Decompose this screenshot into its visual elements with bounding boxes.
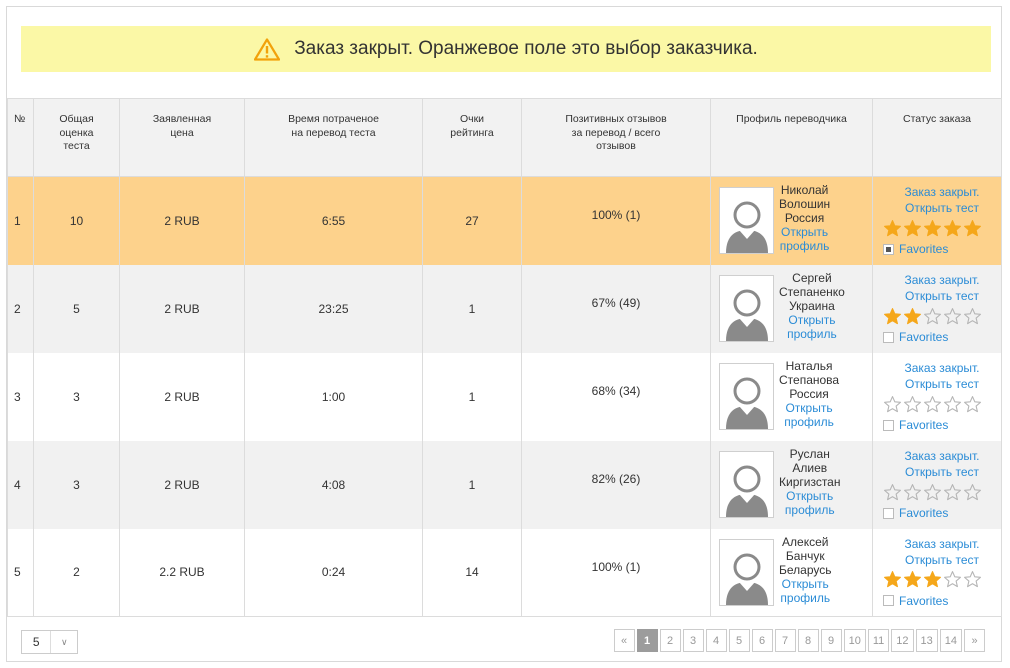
star-empty-icon[interactable] xyxy=(963,570,982,589)
cell-points: 1 xyxy=(423,441,522,529)
favorites-checkbox[interactable] xyxy=(883,332,894,343)
translator-name: Руслан xyxy=(789,447,830,461)
favorites-toggle[interactable] xyxy=(883,417,1001,433)
cell-profile xyxy=(711,529,873,617)
table-row xyxy=(8,529,1002,617)
translator-name: Сергей xyxy=(792,271,832,285)
open-profile-link[interactable]: Открыть профиль xyxy=(780,576,831,605)
star-filled-icon[interactable] xyxy=(963,219,982,238)
star-empty-icon[interactable] xyxy=(923,483,942,502)
cell-status xyxy=(873,441,1002,529)
table-row xyxy=(8,353,1002,441)
rating-stars[interactable] xyxy=(883,393,1001,415)
order-status-link[interactable]: Заказ закрыт. xyxy=(904,361,980,375)
cell-score: 10 xyxy=(34,177,120,265)
star-empty-icon[interactable] xyxy=(963,307,982,326)
header-profile: Профиль переводчика xyxy=(711,99,873,177)
star-empty-icon[interactable] xyxy=(943,570,962,589)
avatar[interactable] xyxy=(719,363,774,430)
cell-num: 1 xyxy=(8,177,34,265)
header-num: № xyxy=(8,99,34,177)
alert-text: Заказ закрыт. Оранжевое поле это выбор заказчика. xyxy=(294,38,758,59)
star-empty-icon[interactable] xyxy=(943,483,962,502)
header-status: Статус заказа xyxy=(873,99,1002,177)
open-test-link[interactable]: Открыть тест xyxy=(905,201,979,216)
cell-score: 3 xyxy=(34,353,120,441)
orders-panel xyxy=(6,6,1002,662)
pager-page-button[interactable]: 1 xyxy=(637,629,658,652)
cell-status xyxy=(873,529,1002,617)
translator-name: Алексей xyxy=(782,534,829,549)
orders-table xyxy=(7,98,1002,617)
cell-score: 5 xyxy=(34,265,120,353)
star-empty-icon[interactable] xyxy=(903,395,922,414)
cell-profile xyxy=(711,441,873,529)
cell-profile xyxy=(711,353,873,441)
cell-status xyxy=(873,353,1002,441)
favorites-label: Favorites xyxy=(899,242,949,257)
header-points[interactable]: Очки рейтинга xyxy=(423,99,522,177)
avatar[interactable] xyxy=(719,275,774,342)
pager-page-button[interactable]: 5 xyxy=(729,629,750,652)
star-empty-icon[interactable] xyxy=(963,395,982,414)
order-status-link[interactable]: Заказ закрыт. xyxy=(904,273,980,287)
translator-country: Украина xyxy=(789,299,835,313)
table-row xyxy=(8,441,1002,529)
cell-price: 2.2 RUB xyxy=(120,529,245,617)
pager-page-button[interactable]: 6 xyxy=(752,629,773,652)
page-size-select[interactable] xyxy=(21,630,78,654)
page-size-value: 5 xyxy=(32,635,40,649)
pager-page-button[interactable]: 8 xyxy=(798,629,819,652)
cell-points: 1 xyxy=(423,265,522,353)
translator-country: Россия xyxy=(789,387,829,401)
closed-order-alert xyxy=(21,26,991,72)
order-status-link[interactable]: Заказ закрыт. xyxy=(904,185,980,200)
cell-time: 4:08 xyxy=(245,441,423,529)
favorites-checkbox[interactable] xyxy=(883,420,894,431)
cell-price: 2 RUB xyxy=(120,441,245,529)
cell-reviews: 100% (1) xyxy=(522,177,711,265)
cell-num: 2 xyxy=(8,265,34,353)
pager-page-button[interactable]: 14 xyxy=(940,629,962,652)
open-test-link[interactable]: Открыть тест xyxy=(905,552,979,567)
avatar[interactable] xyxy=(719,539,774,606)
warning-icon xyxy=(254,38,280,61)
favorites-checkbox[interactable] xyxy=(883,595,894,606)
avatar[interactable] xyxy=(719,187,774,254)
cell-time: 6:55 xyxy=(245,177,423,265)
open-test-link[interactable]: Открыть тест xyxy=(905,465,979,479)
open-profile-link[interactable]: Открыть профиль xyxy=(779,225,830,254)
chevron-down-icon[interactable]: ∨ xyxy=(50,631,77,653)
translator-surname: Степанова xyxy=(779,373,840,387)
star-filled-icon[interactable] xyxy=(883,570,902,589)
pager-page-button[interactable]: 10 xyxy=(844,629,866,652)
star-empty-icon[interactable] xyxy=(883,483,902,502)
translator-surname: Степаненко xyxy=(779,285,845,299)
star-empty-icon[interactable] xyxy=(963,483,982,502)
cell-status xyxy=(873,265,1002,353)
cell-profile xyxy=(711,265,873,353)
pager-page-button[interactable]: 7 xyxy=(775,629,796,652)
cell-time: 0:24 xyxy=(245,529,423,617)
translator-country: Киргизстан xyxy=(779,475,841,489)
rating-stars[interactable] xyxy=(883,217,1001,239)
cell-price: 2 RUB xyxy=(120,353,245,441)
cell-time: 23:25 xyxy=(245,265,423,353)
cell-score: 3 xyxy=(34,441,120,529)
favorites-toggle[interactable] xyxy=(883,593,1001,609)
header-price[interactable]: Заявленная цена xyxy=(120,99,245,177)
star-filled-icon[interactable] xyxy=(903,570,922,589)
pager-page-button[interactable]: 3 xyxy=(683,629,704,652)
cell-num: 5 xyxy=(8,529,34,617)
pager-page-button[interactable]: 11 xyxy=(868,629,889,652)
open-test-link[interactable]: Открыть тест xyxy=(905,377,979,391)
pager-next-button[interactable]: » xyxy=(964,629,985,652)
header-score[interactable]: Общая оценка теста xyxy=(34,99,120,177)
cell-reviews: 82% (26) xyxy=(522,441,711,529)
cell-reviews: 100% (1) xyxy=(522,529,711,617)
star-filled-icon[interactable] xyxy=(923,219,942,238)
favorites-label: Favorites xyxy=(899,506,949,520)
order-status-link[interactable]: Заказ закрыт. xyxy=(904,536,980,551)
favorites-toggle[interactable] xyxy=(883,241,1001,257)
table-header-row xyxy=(8,99,1002,177)
favorites-label: Favorites xyxy=(899,593,949,608)
pagination xyxy=(612,629,985,652)
header-reviews[interactable]: Позитивных отзывов за перевод / всего отзывов xyxy=(522,99,711,177)
star-empty-icon[interactable] xyxy=(883,395,902,414)
star-empty-icon[interactable] xyxy=(943,307,962,326)
translator-country: Россия xyxy=(784,211,825,226)
favorites-checkbox[interactable] xyxy=(883,508,894,519)
star-empty-icon[interactable] xyxy=(923,395,942,414)
translator-name: Наталья xyxy=(785,359,833,373)
pager-page-button[interactable]: 4 xyxy=(706,629,727,652)
star-filled-icon[interactable] xyxy=(923,570,942,589)
favorites-label: Favorites xyxy=(899,418,949,432)
star-empty-icon[interactable] xyxy=(943,395,962,414)
cell-points: 1 xyxy=(423,353,522,441)
avatar[interactable] xyxy=(719,451,774,518)
open-profile-link[interactable]: Открыть профиль xyxy=(784,401,834,429)
star-filled-icon[interactable] xyxy=(903,307,922,326)
cell-profile xyxy=(711,177,873,265)
rating-stars[interactable] xyxy=(883,305,1001,327)
star-empty-icon[interactable] xyxy=(923,307,942,326)
favorites-checkbox[interactable] xyxy=(883,244,894,255)
star-filled-icon[interactable] xyxy=(943,219,962,238)
pager-page-button[interactable]: 13 xyxy=(916,629,938,652)
cell-num: 3 xyxy=(8,353,34,441)
rating-stars[interactable] xyxy=(883,481,1001,503)
favorites-label: Favorites xyxy=(899,330,949,344)
star-empty-icon[interactable] xyxy=(903,483,922,502)
cell-status xyxy=(873,177,1002,265)
pager-page-button[interactable]: 9 xyxy=(821,629,842,652)
rating-stars[interactable] xyxy=(883,569,1001,591)
favorites-toggle[interactable] xyxy=(883,505,1001,521)
translator-surname: Алиев xyxy=(792,461,828,475)
open-test-link[interactable]: Открыть тест xyxy=(905,289,979,303)
table-row xyxy=(8,265,1002,353)
pager-page-button[interactable]: 12 xyxy=(891,629,913,652)
order-status-link[interactable]: Заказ закрыт. xyxy=(904,449,980,463)
cell-score: 2 xyxy=(34,529,120,617)
cell-time: 1:00 xyxy=(245,353,423,441)
open-profile-link[interactable]: Открыть профиль xyxy=(787,313,837,341)
translator-name: Николай xyxy=(780,183,829,198)
cell-points: 27 xyxy=(423,177,522,265)
cell-price: 2 RUB xyxy=(120,265,245,353)
cell-reviews: 67% (49) xyxy=(522,265,711,353)
header-time[interactable]: Время потраченое на перевод теста xyxy=(245,99,423,177)
translator-surname: Волошин xyxy=(779,197,831,212)
cell-reviews: 68% (34) xyxy=(522,353,711,441)
translator-surname: Банчук xyxy=(785,548,825,563)
star-filled-icon[interactable] xyxy=(883,307,902,326)
translator-country: Беларусь xyxy=(779,562,832,577)
cell-num: 4 xyxy=(8,441,34,529)
table-row xyxy=(8,177,1002,265)
favorites-toggle[interactable] xyxy=(883,329,1001,345)
open-profile-link[interactable]: Открыть профиль xyxy=(784,489,835,517)
cell-price: 2 RUB xyxy=(120,177,245,265)
star-filled-icon[interactable] xyxy=(903,219,922,238)
pager-page-button[interactable]: 2 xyxy=(660,629,681,652)
pager-prev-button[interactable]: « xyxy=(614,629,635,652)
cell-points: 14 xyxy=(423,529,522,617)
star-filled-icon[interactable] xyxy=(883,219,902,238)
